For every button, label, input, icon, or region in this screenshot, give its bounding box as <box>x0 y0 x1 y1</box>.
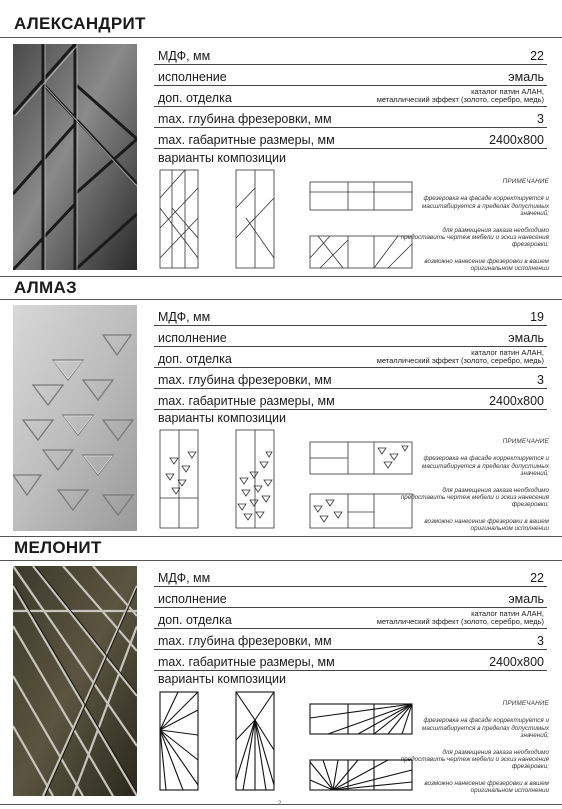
spec-value <box>377 88 544 104</box>
spec-value: 3 <box>537 634 544 648</box>
note-block <box>399 438 549 542</box>
specs-table-aleksandrit <box>154 44 547 149</box>
spec-value-line1: каталог патин АЛАН, <box>471 348 544 357</box>
spec-row-extra-finish <box>154 86 547 107</box>
note-paragraph: возможно нанесение фрезеровки в вашем оригинальном исполнении <box>424 257 549 273</box>
spec-value: 3 <box>537 373 544 387</box>
spec-row-depth <box>154 629 547 650</box>
section-divider <box>0 37 562 38</box>
product-photo-almaz <box>13 305 137 531</box>
spec-label: МДФ, мм <box>158 49 211 63</box>
variants-label: варианты композиции <box>158 672 286 686</box>
section-divider <box>0 560 562 561</box>
spec-row-dimensions <box>154 389 547 410</box>
spec-value-line2: металлический эффект (золото, серебро, медь) <box>376 617 544 626</box>
composition-variants-almaz <box>158 428 418 532</box>
note-paragraph: для размещения заказа необходимо предоставить чертеж мебели и эскиз нанесения фрезеровки; <box>400 748 549 771</box>
spec-label: доп. отделка <box>158 613 232 627</box>
spec-label: МДФ, мм <box>158 310 211 324</box>
spec-row-depth <box>154 107 547 128</box>
spec-row-extra-finish <box>154 608 547 629</box>
spec-value: 22 <box>530 571 544 585</box>
spec-label: max. габаритные размеры, мм <box>158 655 335 669</box>
spec-label: доп. отделка <box>158 91 232 105</box>
note-heading: ПРИМЕЧАНИЕ <box>502 438 549 445</box>
spec-label: max. глубина фрезеровки, мм <box>158 373 332 387</box>
spec-label: доп. отделка <box>158 352 232 366</box>
spec-value-line1: каталог патин АЛАН, <box>471 87 544 96</box>
note-paragraph: фрезеровка на фасаде корректируется и масштабируется в пределах допустимых значений; <box>422 717 549 740</box>
spec-value: 22 <box>530 49 544 63</box>
spec-value <box>377 610 544 626</box>
spec-row-finish <box>154 326 547 347</box>
note-paragraph: фрезеровка на фасаде корректируется и масштабируется в пределах допустимых значений; <box>422 195 549 218</box>
specs-table-melonit <box>154 566 547 671</box>
spec-label: max. глубина фрезеровки, мм <box>158 112 332 126</box>
spec-label: исполнение <box>158 70 227 84</box>
spec-value: 2400x800 <box>489 394 544 408</box>
spec-value: эмаль <box>508 70 544 84</box>
product-photo-melonit <box>13 566 137 796</box>
note-paragraph: фрезеровка на фасаде корректируется и масштабируется в пределах допустимых значений; <box>422 455 549 478</box>
spec-value-line2: металлический эффект (золото, серебро, медь) <box>376 356 544 365</box>
spec-row-dimensions <box>154 128 547 149</box>
note-heading: ПРИМЕЧАНИЕ <box>502 178 549 185</box>
product-photo-aleksandrit <box>13 44 137 270</box>
spec-value-line1: каталог патин АЛАН, <box>471 609 544 618</box>
composition-variants-melonit <box>158 690 418 794</box>
spec-row-mdf <box>154 44 547 65</box>
spec-label: исполнение <box>158 592 227 606</box>
spec-value: 2400x800 <box>489 133 544 147</box>
spec-value: эмаль <box>508 331 544 345</box>
section-divider <box>0 299 562 300</box>
composition-variants-aleksandrit <box>158 168 418 272</box>
specs-table-almaz <box>154 305 547 410</box>
section-title-melonit: МЕЛОНИТ <box>14 538 102 557</box>
spec-value: 3 <box>537 112 544 126</box>
spec-value: 19 <box>530 310 544 324</box>
note-paragraph: для размещения заказа необходимо предоставить чертеж мебели и эскиз нанесения фрезеровки; <box>400 226 549 249</box>
page-number: 2 <box>278 801 282 807</box>
spec-label: исполнение <box>158 331 227 345</box>
spec-label: max. габаритные размеры, мм <box>158 133 335 147</box>
spec-row-depth <box>154 368 547 389</box>
spec-value-line2: металлический эффект (золото, серебро, медь) <box>376 95 544 104</box>
spec-row-finish <box>154 587 547 608</box>
note-block <box>399 700 549 804</box>
note-paragraph: возможно нанесение фрезеровки в вашем оригинальном исполнении <box>424 779 549 795</box>
section-title-aleksandrit: АЛЕКСАНДРИТ <box>14 14 146 33</box>
spec-label: max. глубина фрезеровки, мм <box>158 634 332 648</box>
spec-label: max. габаритные размеры, мм <box>158 394 335 408</box>
spec-label: МДФ, мм <box>158 571 211 585</box>
spec-value <box>377 349 544 365</box>
spec-row-finish <box>154 65 547 86</box>
note-block <box>399 178 549 282</box>
spec-row-mdf <box>154 305 547 326</box>
note-paragraph: возможно нанесение фрезеровки в вашем оригинальном исполнении <box>424 517 549 533</box>
variants-label: варианты композиции <box>158 411 286 425</box>
section-title-almaz: АЛМАЗ <box>14 278 78 297</box>
note-heading: ПРИМЕЧАНИЕ <box>502 700 549 707</box>
spec-value: 2400x800 <box>489 655 544 669</box>
variants-label: варианты композиции <box>158 151 286 165</box>
note-paragraph: для размещения заказа необходимо предоставить чертеж мебели и эскиз нанесения фрезеровки; <box>400 486 549 509</box>
spec-row-dimensions <box>154 650 547 671</box>
spec-row-mdf <box>154 566 547 587</box>
spec-value: эмаль <box>508 592 544 606</box>
spec-row-extra-finish <box>154 347 547 368</box>
